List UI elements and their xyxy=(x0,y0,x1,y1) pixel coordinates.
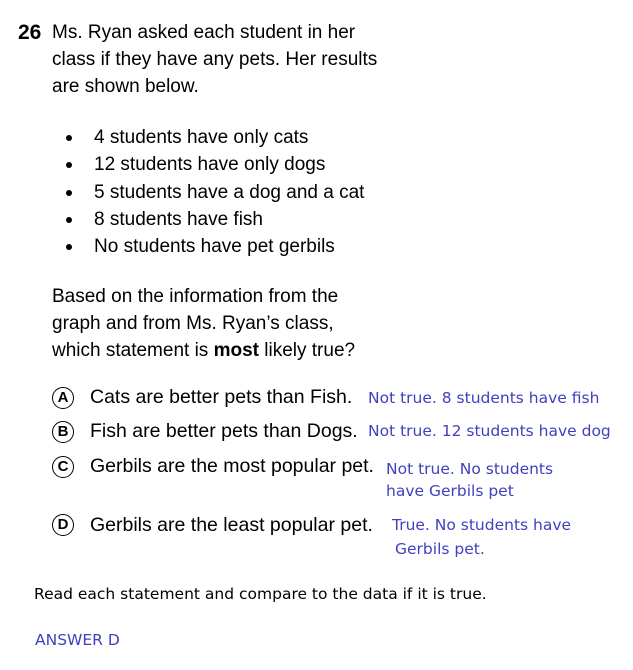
list-item-text: 8 students have fish xyxy=(94,208,263,230)
instruction-text: Read each statement and compare to the data if it is true. xyxy=(34,585,487,603)
list-item-text: 12 students have only dogs xyxy=(94,154,326,176)
option-a-text: Cats are better pets than Fish. xyxy=(90,386,353,408)
answer-text: ANSWER D xyxy=(35,631,120,649)
option-d-text: Gerbils are the least popular pet. xyxy=(90,514,373,536)
list-item xyxy=(64,206,364,233)
list-item xyxy=(64,151,364,178)
option-b-note: Not true. 12 students have dog xyxy=(368,422,611,440)
list-item xyxy=(64,179,364,206)
option-c-note-line-2: have Gerbils pet xyxy=(386,482,514,500)
option-d-note-line-1: True. No students have xyxy=(392,516,572,534)
bullet-icon xyxy=(66,162,72,168)
option-c-text: Gerbils are the most popular pet. xyxy=(90,455,374,477)
option-c-bubble[interactable]: C xyxy=(52,456,74,478)
bullet-icon xyxy=(66,244,72,250)
list-item xyxy=(64,233,364,260)
option-b-bubble[interactable]: B xyxy=(52,421,74,443)
prompt-line-1: Based on the information from the xyxy=(52,286,339,307)
prompt-line-2: graph and from Ms. Ryan’s class, xyxy=(52,313,334,334)
option-d-note-line-2: Gerbils pet. xyxy=(395,540,485,558)
list-item-text: 5 students have a dog and a cat xyxy=(94,181,365,203)
facts-list xyxy=(64,124,364,260)
prompt-text-end: likely true? xyxy=(258,340,356,361)
option-d-bubble[interactable]: D xyxy=(52,514,74,536)
bullet-icon xyxy=(66,135,72,141)
option-a-note: Not true. 8 students have fish xyxy=(368,389,600,407)
prompt-line-3 xyxy=(52,340,355,362)
question-line-2: class if they have any pets. Her results xyxy=(52,49,378,70)
question-number: 26 xyxy=(18,21,42,44)
option-c-note-line-1: Not true. No students xyxy=(386,460,554,478)
option-b-text: Fish are better pets than Dogs. xyxy=(90,420,358,442)
option-a-bubble[interactable]: A xyxy=(52,387,74,409)
bullet-icon xyxy=(66,217,72,223)
list-item-text: 4 students have only cats xyxy=(94,127,309,148)
prompt-emphasis: most xyxy=(213,340,259,361)
list-item xyxy=(64,124,364,151)
list-item-text: No students have pet gerbils xyxy=(94,236,335,258)
question-line-3: are shown below. xyxy=(52,76,199,97)
question-line-1: Ms. Ryan asked each student in her xyxy=(52,22,356,43)
prompt-text: which statement is xyxy=(52,340,214,361)
bullet-icon xyxy=(66,190,72,196)
